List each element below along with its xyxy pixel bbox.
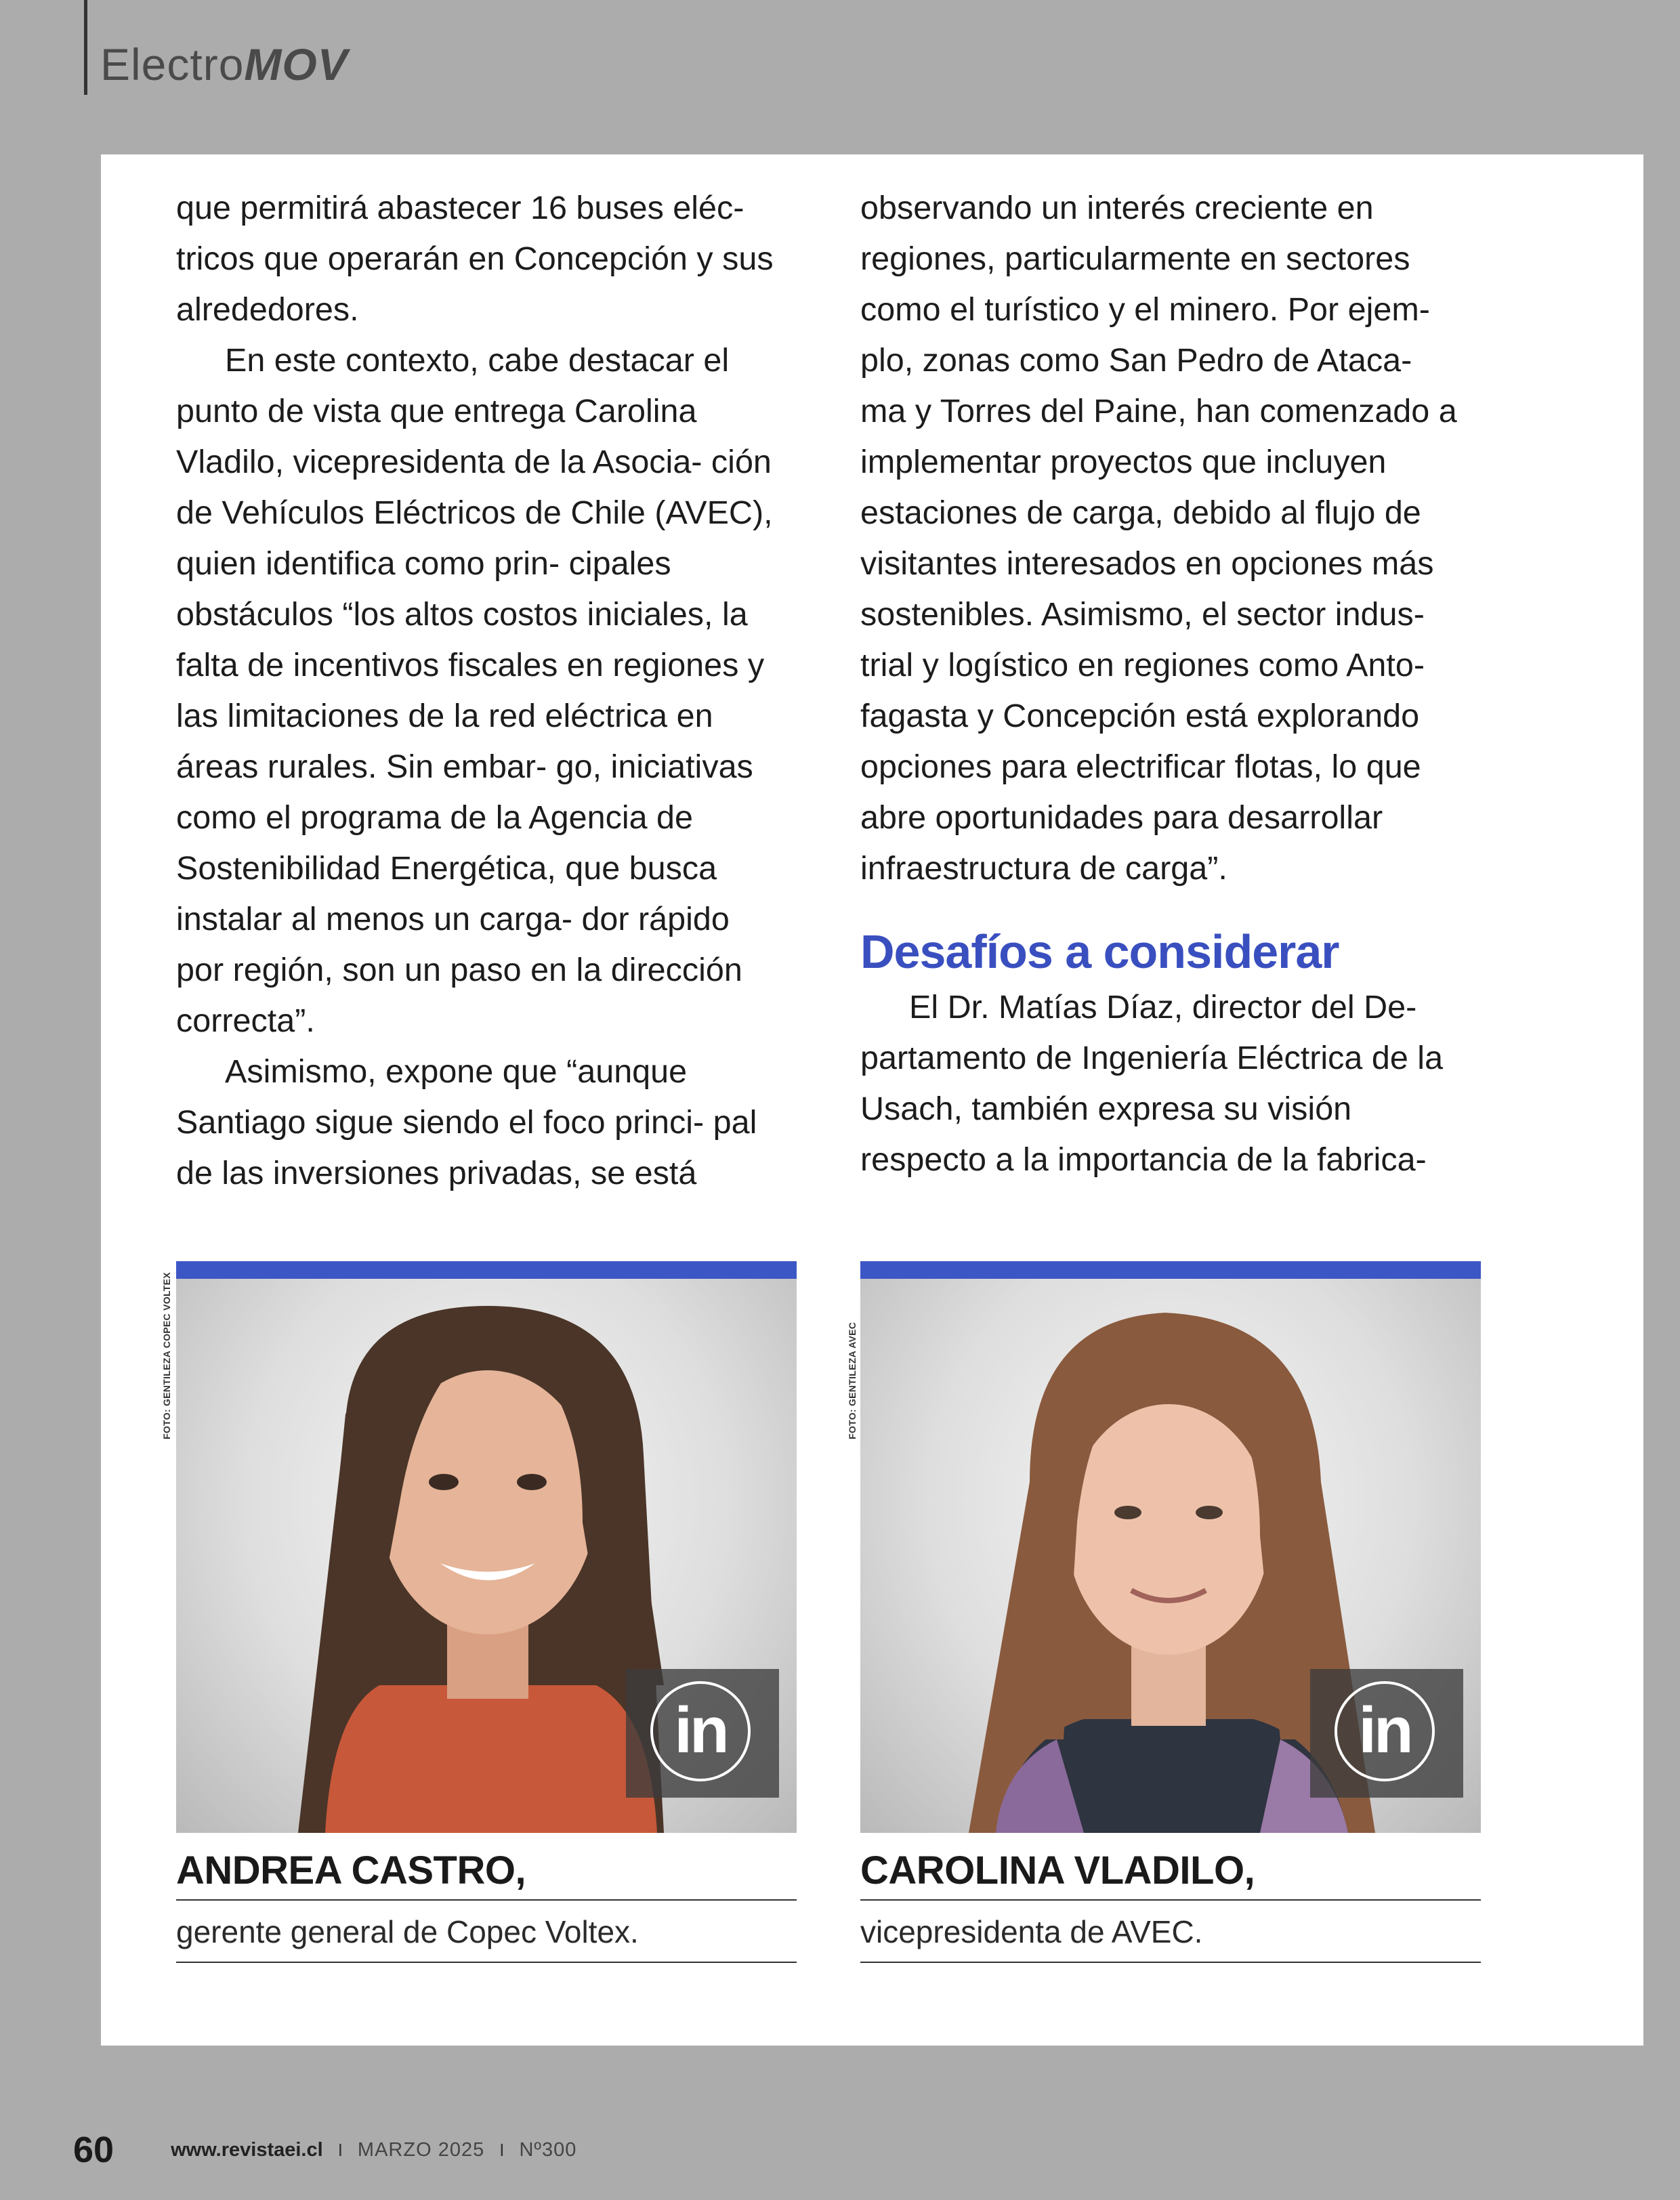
photo-accent-bar [860,1261,1481,1279]
paragraph: observando un interés creciente en regiones, particularmente en sectores como el turístico y el minero. Por ejem- plo, zonas como San Pedro de Ataca- ma y Torres del Paine, han comenzado a implementar proyectos que incluyen estaciones de carga, debido al flujo de visitantes interesados en opciones más sostenibles. Asimismo, el sector indus- trial y logístico en regiones como Anto- fagasta y Concepción está explorando opciones para electrificar flotas, lo que abre oportunidades para desarrollar infraestructura de carga”. [860,190,1457,887]
photo-credit: FOTO: GENTILEZA AVEC [847,1321,858,1439]
profile-card-carolina-vladilo [860,1261,1481,1963]
linkedin-button[interactable] [626,1669,779,1798]
paragraph: En este contexto, cabe destacar el punto de vista que entrega Carolina Vladilo, vicepresidenta de la Asocia- ción de Vehículos Eléctricos de Chile (AVEC), quien identifica como prin- cipales obstáculos “los altos costos iniciales, la falta de incentivos fiscales en regiones y las limitaciones de la red eléctrica en áreas rurales. Sin embar- go, iniciativas como el programa de la Agencia de Sostenibilidad Energética, que busca instalar al menos un carga- dor rápido por región, son un paso en la dirección correcta”. [176,342,773,1039]
header-rule [84,0,87,95]
footer-separator: I [499,2139,505,2160]
profile-card-andrea-castro [176,1261,797,1963]
portrait-photo [860,1279,1481,1833]
logo-light-text: Electro [100,39,245,89]
logo-bold-text: MOV [244,39,348,89]
profile-name: CAROLINA VLADILO, [860,1848,1481,1901]
website-link[interactable]: www.revistaei.cl [171,2138,323,2161]
profile-role: vicepresidenta de AVEC. [860,1901,1481,1963]
issue-date: MARZO 2025 [357,2138,485,2161]
page-number: 60 [73,2130,114,2170]
profile-name: ANDREA CASTRO, [176,1848,797,1901]
article-column-right [860,183,1465,1185]
page-footer [73,2130,576,2170]
paragraph: Asimismo, expone que “aunque Santiago sigue siendo el foco princi- pal de las inversiones privadas, se está [176,1053,757,1191]
paragraph: El Dr. Matías Díaz, director del De- partamento de Ingeniería Eléctrica de la Usach, también expresa su visión respecto a la importancia de la fabrica- [860,989,1444,1178]
magazine-section-logo [100,39,348,89]
paragraph: que permitirá abastecer 16 buses eléc- tricos que operarán en Concepción y sus alrededores. [176,190,774,328]
section-heading: Desafíos a considerar [860,925,1339,978]
issue-number: Nº300 [519,2138,577,2161]
photo-accent-bar [176,1261,797,1279]
portrait-photo [176,1279,797,1833]
profile-role: gerente general de Copec Voltex. [176,1901,797,1963]
photo-credit: FOTO: GENTILEZA COPEC VOLTEX [161,1272,172,1439]
linkedin-icon: in [1335,1681,1435,1781]
article-column-left [176,183,780,1199]
linkedin-button[interactable] [1310,1669,1463,1798]
linkedin-icon: in [650,1681,751,1781]
footer-separator: I [337,2139,343,2160]
